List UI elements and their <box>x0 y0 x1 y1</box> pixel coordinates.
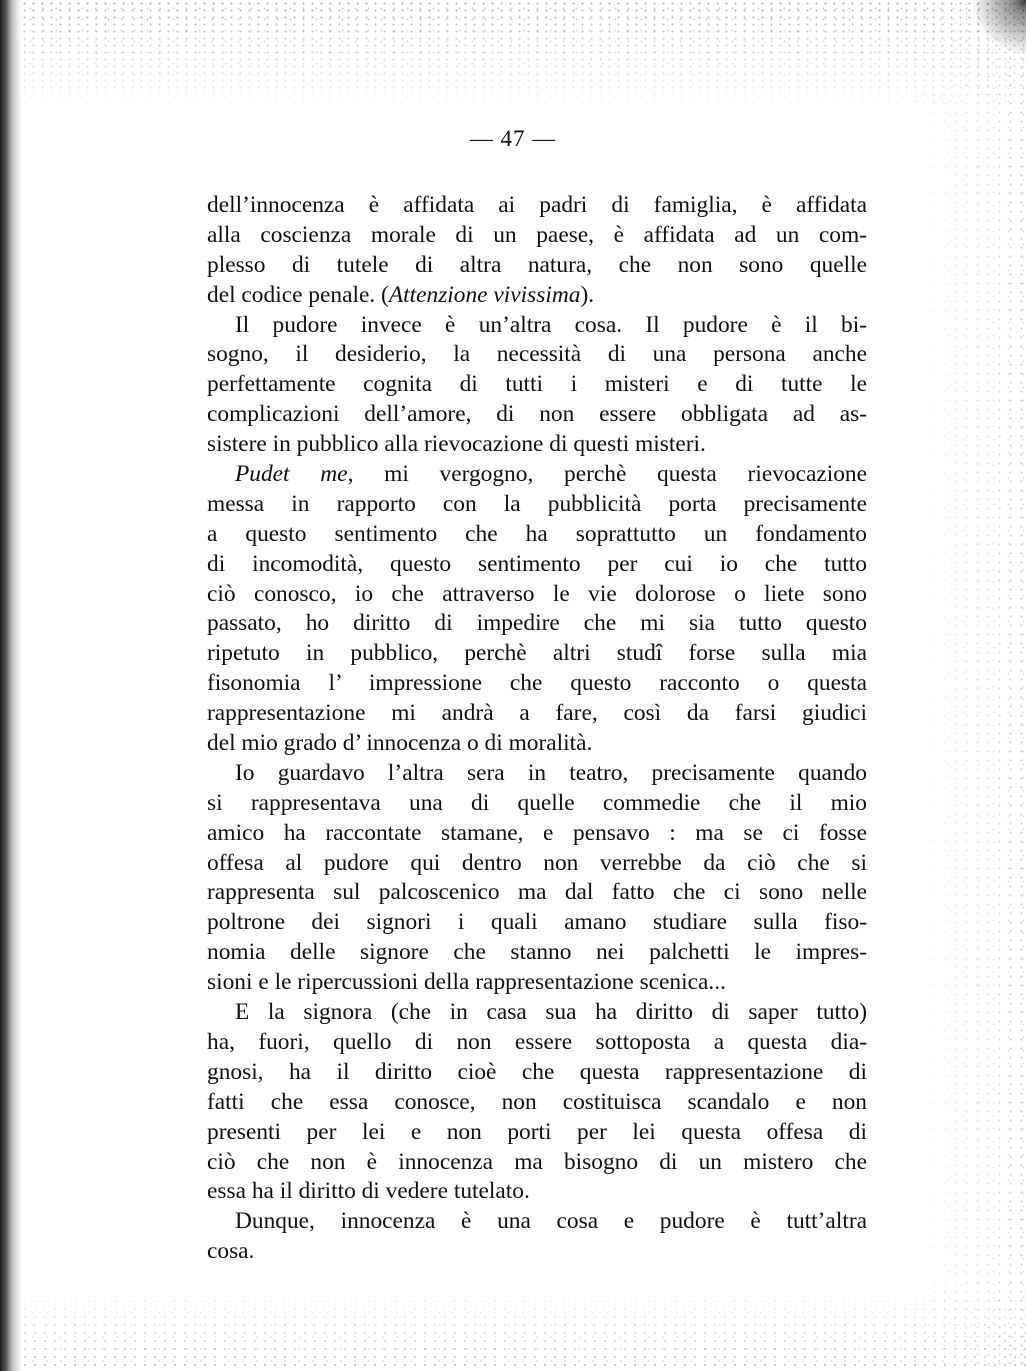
stage-note: Attenzione vivissima <box>388 281 581 308</box>
text-line: ciò che non è innocenza ma bisogno di un mistero che <box>207 1148 867 1175</box>
text-line: sistere in pubblico alla rievocazione di questi misteri. <box>207 431 706 458</box>
paragraph-1 <box>207 191 867 311</box>
text-line: fisonomia l’ impressione che questo racconto o questa <box>207 670 867 697</box>
text-line: sogno, il desiderio, la necessità di una persona anche <box>207 341 867 368</box>
text-line: Dunque, innocenza è una cosa e pudore è tutt’altra <box>235 1208 867 1235</box>
text-line: nomia delle signore che stanno nei palchetti le impres- <box>207 939 867 966</box>
text-line: amico ha raccontate stamane, e pensavo : ma se ci fosse <box>207 819 867 846</box>
text-line: passato, ho diritto di impedire che mi sia tutto questo <box>207 610 867 637</box>
paper-noise-right <box>906 0 1026 1371</box>
text-line <box>207 281 867 311</box>
text-line: ripetuto in pubblico, perchè altri studî forse sulla mia <box>207 640 867 667</box>
text-line: perfettamente cognita di tutti i misteri e di tutte le <box>207 371 867 398</box>
text-line: Il pudore invece è un’altra cosa. Il pudore è il bi- <box>235 311 867 338</box>
text-line: messa in rapporto con la pubblicità porta precisamente <box>207 490 867 517</box>
text-line: offesa al pudore qui dentro non verrebbe da ciò che si <box>207 849 867 876</box>
text-fragment: , mi vergogno, perchè questa rievocazione <box>347 461 868 488</box>
text-fragment: ). <box>580 281 595 308</box>
paragraph-2 <box>207 311 867 460</box>
text-line: Io guardavo l’altra sera in teatro, precisamente quando <box>235 759 867 786</box>
text-line: del mio grado d’ innocenza o di moralità. <box>207 730 593 757</box>
text-line: sioni e le ripercussioni della rappresentazione scenica... <box>207 969 726 996</box>
text-line: essa ha il diritto di vedere tutelato. <box>207 1178 530 1205</box>
text-line: gnosi, ha il diritto cioè che questa rappresentazione di <box>207 1058 867 1085</box>
text-line: dell’innocenza è affidata ai padri di famiglia, è affidata <box>207 192 867 218</box>
text-line: di incomodità, questo sentimento per cui io che tutto <box>207 550 867 577</box>
text-line: rappresentazione mi andrà a fare, così da farsi giudici <box>207 700 867 727</box>
paragraph-6 <box>207 1207 867 1267</box>
text-line: alla coscienza morale di un paese, è affidata ad un com- <box>207 221 867 248</box>
text-line: a questo sentimento che ha soprattutto un fondamento <box>207 520 867 547</box>
binding-shadow <box>0 0 22 1371</box>
text-line: presenti per lei e non porti per lei questa offesa di <box>207 1118 867 1145</box>
text-line <box>207 460 867 490</box>
paragraph-5 <box>207 998 867 1207</box>
text-line: si rappresentava una di quelle commedie che il mio <box>207 789 867 816</box>
text-line: rappresenta sul palcoscenico ma dal fatto che ci sono nelle <box>207 879 867 906</box>
text-line: E la signora (che in casa sua ha diritto di saper tutto) <box>235 999 867 1026</box>
text-line: poltrone dei signori i quali amano studiare sulla fiso- <box>207 909 867 936</box>
text-line: plesso di tutele di altra natura, che non sono quelle <box>207 251 867 278</box>
paragraph-4 <box>207 759 867 998</box>
corner-stain <box>966 0 1026 60</box>
text-line: ciò conosco, io che attraverso le vie dolorose o liete sono <box>207 580 867 607</box>
text-fragment: del codice penale. ( <box>207 281 389 308</box>
page-number: — 47 — <box>469 126 557 151</box>
text-line: ha, fuori, quello di non essere sottoposta a questa dia- <box>207 1028 867 1055</box>
paper-noise-top <box>20 0 1026 120</box>
paper-noise-bottom <box>20 1281 1026 1371</box>
latin-phrase: Pudet me <box>235 461 348 488</box>
text-line: cosa. <box>207 1238 255 1265</box>
body-text <box>207 191 867 1267</box>
text-line: complicazioni dell’amore, di non essere obbligata ad as- <box>207 401 867 428</box>
paragraph-3 <box>207 460 867 759</box>
text-line: fatti che essa conosce, non costituisca scandalo e non <box>207 1088 867 1115</box>
